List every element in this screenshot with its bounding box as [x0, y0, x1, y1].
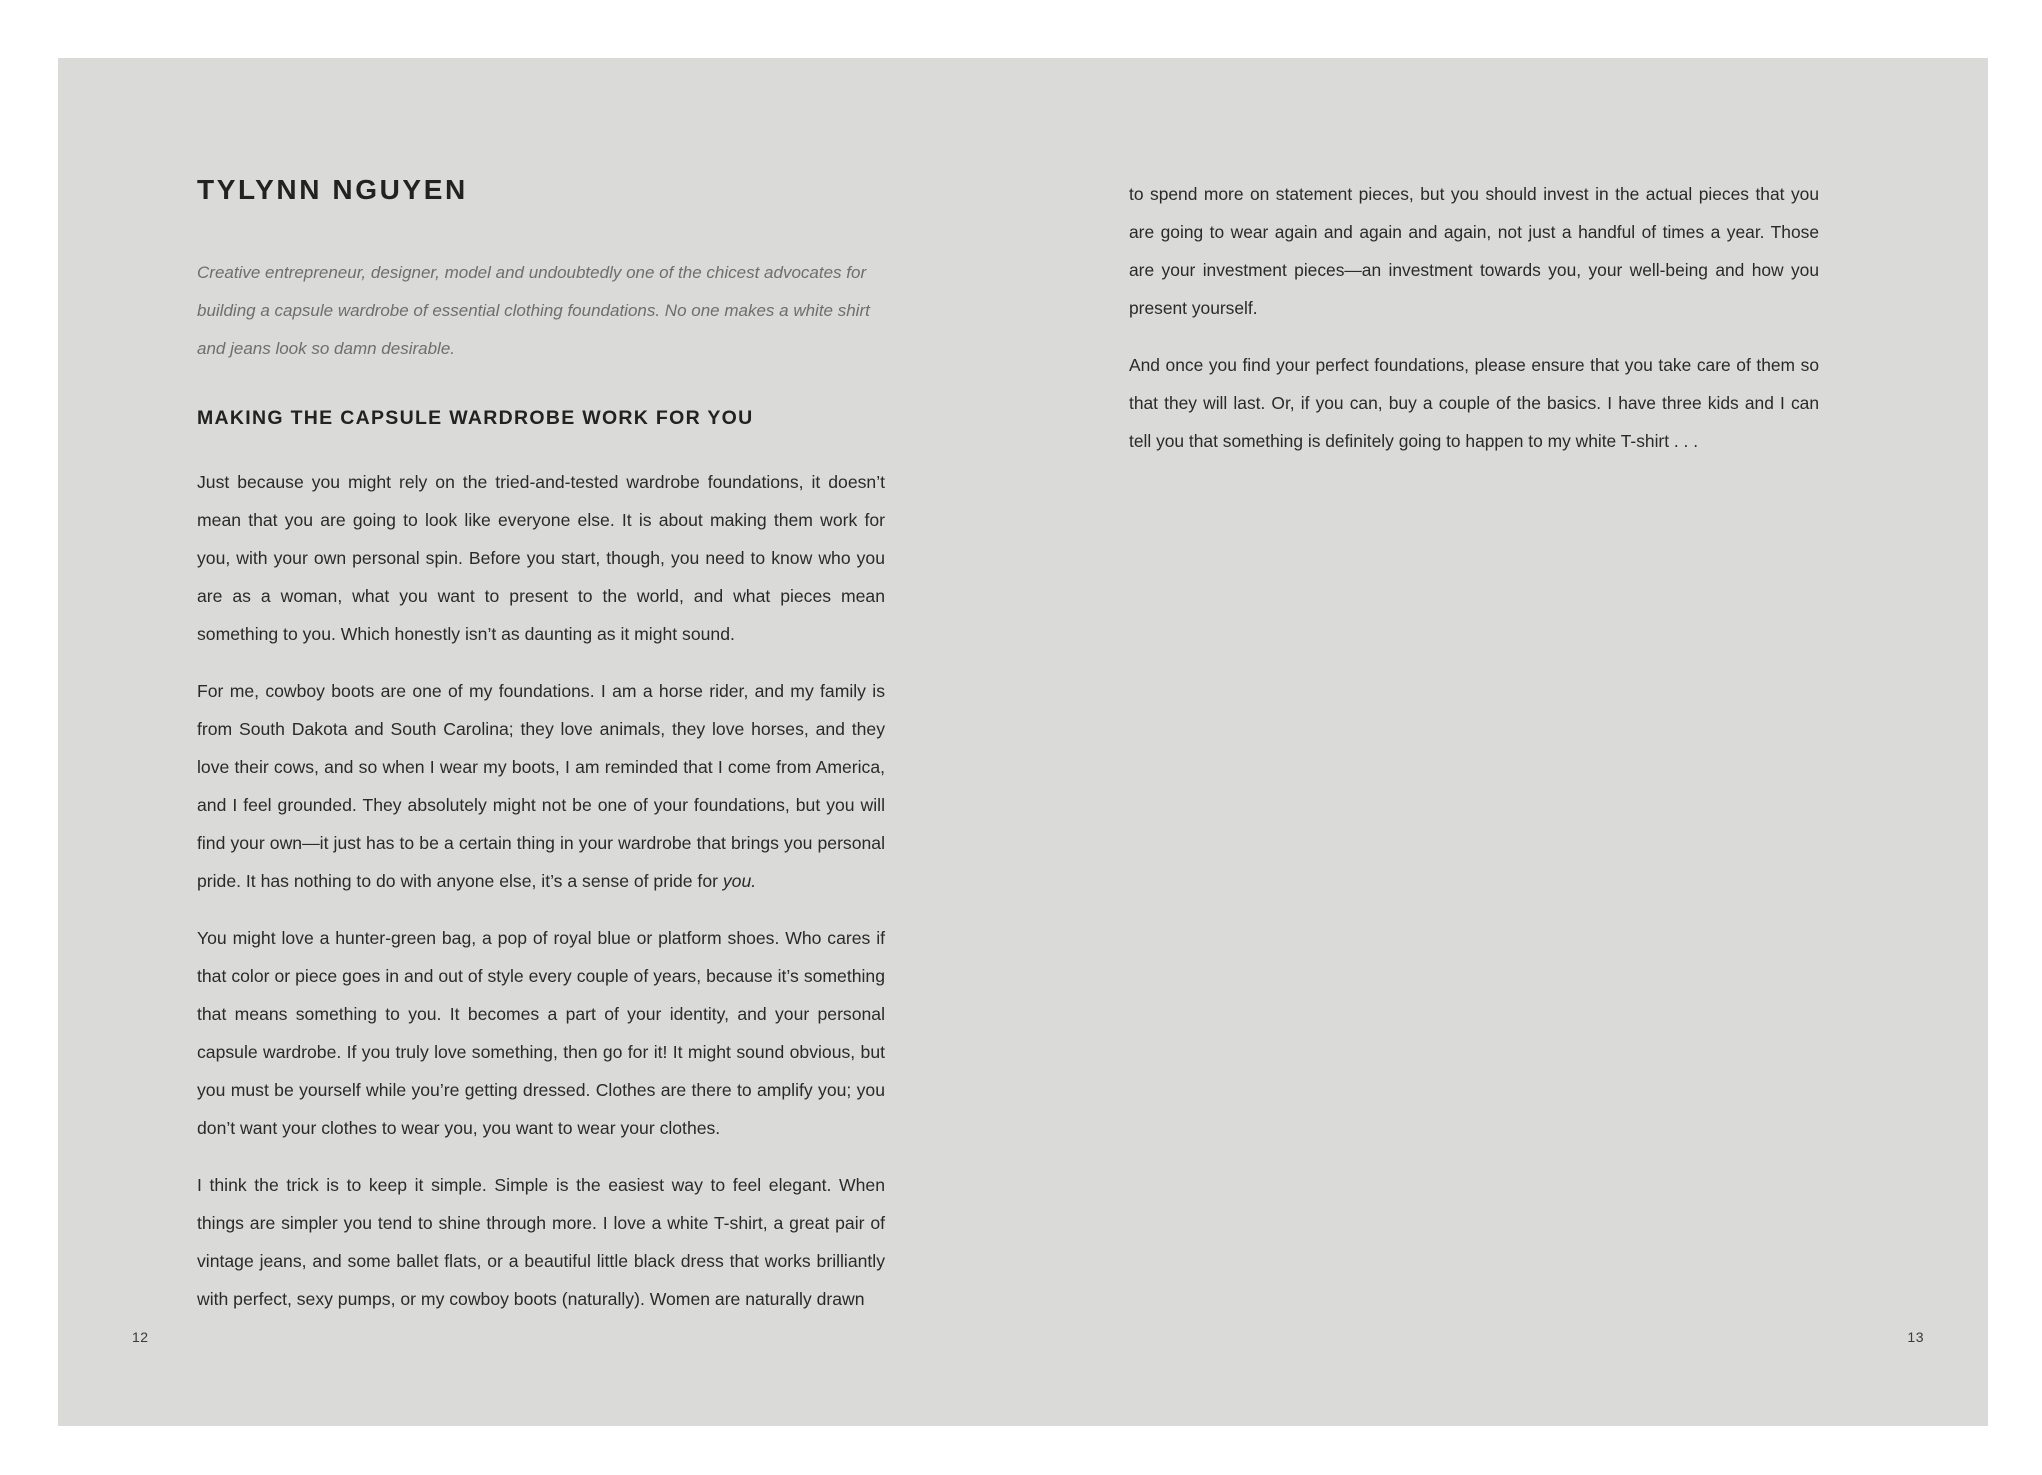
body-paragraph: You might love a hunter-green bag, a pop of royal blue or platform shoes. Who cares if that color or piece goes in and out of style every couple of years, because it’s something that means something to you. It becomes a part of your identity, and your personal capsule wardrobe. If you truly love something, then go for it! It might sound obvious, but you must be yourself while you’re getting dressed. Clothes are there to amplify you; you don’t want your clothes to wear you, you want to wear your clothes. [197, 928, 885, 1138]
body-paragraph: to spend more on statement pieces, but you should invest in the actual pieces that you are going to wear again and again and again, not just a handful of times a year. Those are your investment pieces—an investment towards you, your well-being and how you present yourself. [1129, 184, 1819, 318]
page-title: TYLYNN NGUYEN [197, 174, 468, 205]
page-number: 12 [132, 1329, 149, 1345]
right-body-text [1129, 175, 1819, 479]
left-page [58, 58, 1023, 1426]
emphasis-text: you. [722, 871, 757, 891]
section-heading: MAKING THE CAPSULE WARDROBE WORK FOR YOU [197, 407, 754, 429]
right-page [1023, 58, 1988, 1426]
body-paragraph: And once you find your perfect foundations, please ensure that you take care of them so that they will last. Or, if you can, buy a couple of the basics. I have three kids and I can tell you that something is definitely going to happen to my white T-shirt . . . [1129, 355, 1819, 451]
page-number: 13 [1907, 1329, 1924, 1345]
intro-text: Creative entrepreneur, designer, model and undoubtedly one of the chicest advocates for building a capsule wardrobe of essential clothing foundations. No one makes a white shirt and jeans look so damn desirable. [197, 263, 870, 358]
left-body-text [197, 463, 885, 1337]
body-paragraph: Just because you might rely on the tried-and-tested wardrobe foundations, it doesn’t mean that you are going to look like everyone else. It is about making them work for you, with your own personal spin. Before you start, though, you need to know who you are as a woman, what you want to present to the world, and what pieces mean something to you. Which honestly isn’t as daunting as it might sound. [197, 472, 885, 644]
body-paragraph: I think the trick is to keep it simple. Simple is the easiest way to feel elegant. When things are simpler you tend to shine through more. I love a white T-shirt, a great pair of vintage jeans, and some ballet flats, or a beautiful little black dress that works brilliantly with perfect, sexy pumps, or my cowboy boots (naturally). Women are naturally drawn [197, 1175, 885, 1309]
body-paragraph [197, 672, 885, 900]
book-spread [58, 58, 1988, 1426]
body-paragraph-text: For me, cowboy boots are one of my foundations. I am a horse rider, and my family is from South Dakota and South Carolina; they love animals, they love horses, and they love their cows, and so when I wear my boots, I am reminded that I come from America, and I feel grounded. They absolutely might not be one of your foundations, but you will find your own—it just has to be a certain thing in your wardrobe that brings you personal pride. It has nothing to do with anyone else, it’s a sense of pride for [197, 681, 885, 891]
